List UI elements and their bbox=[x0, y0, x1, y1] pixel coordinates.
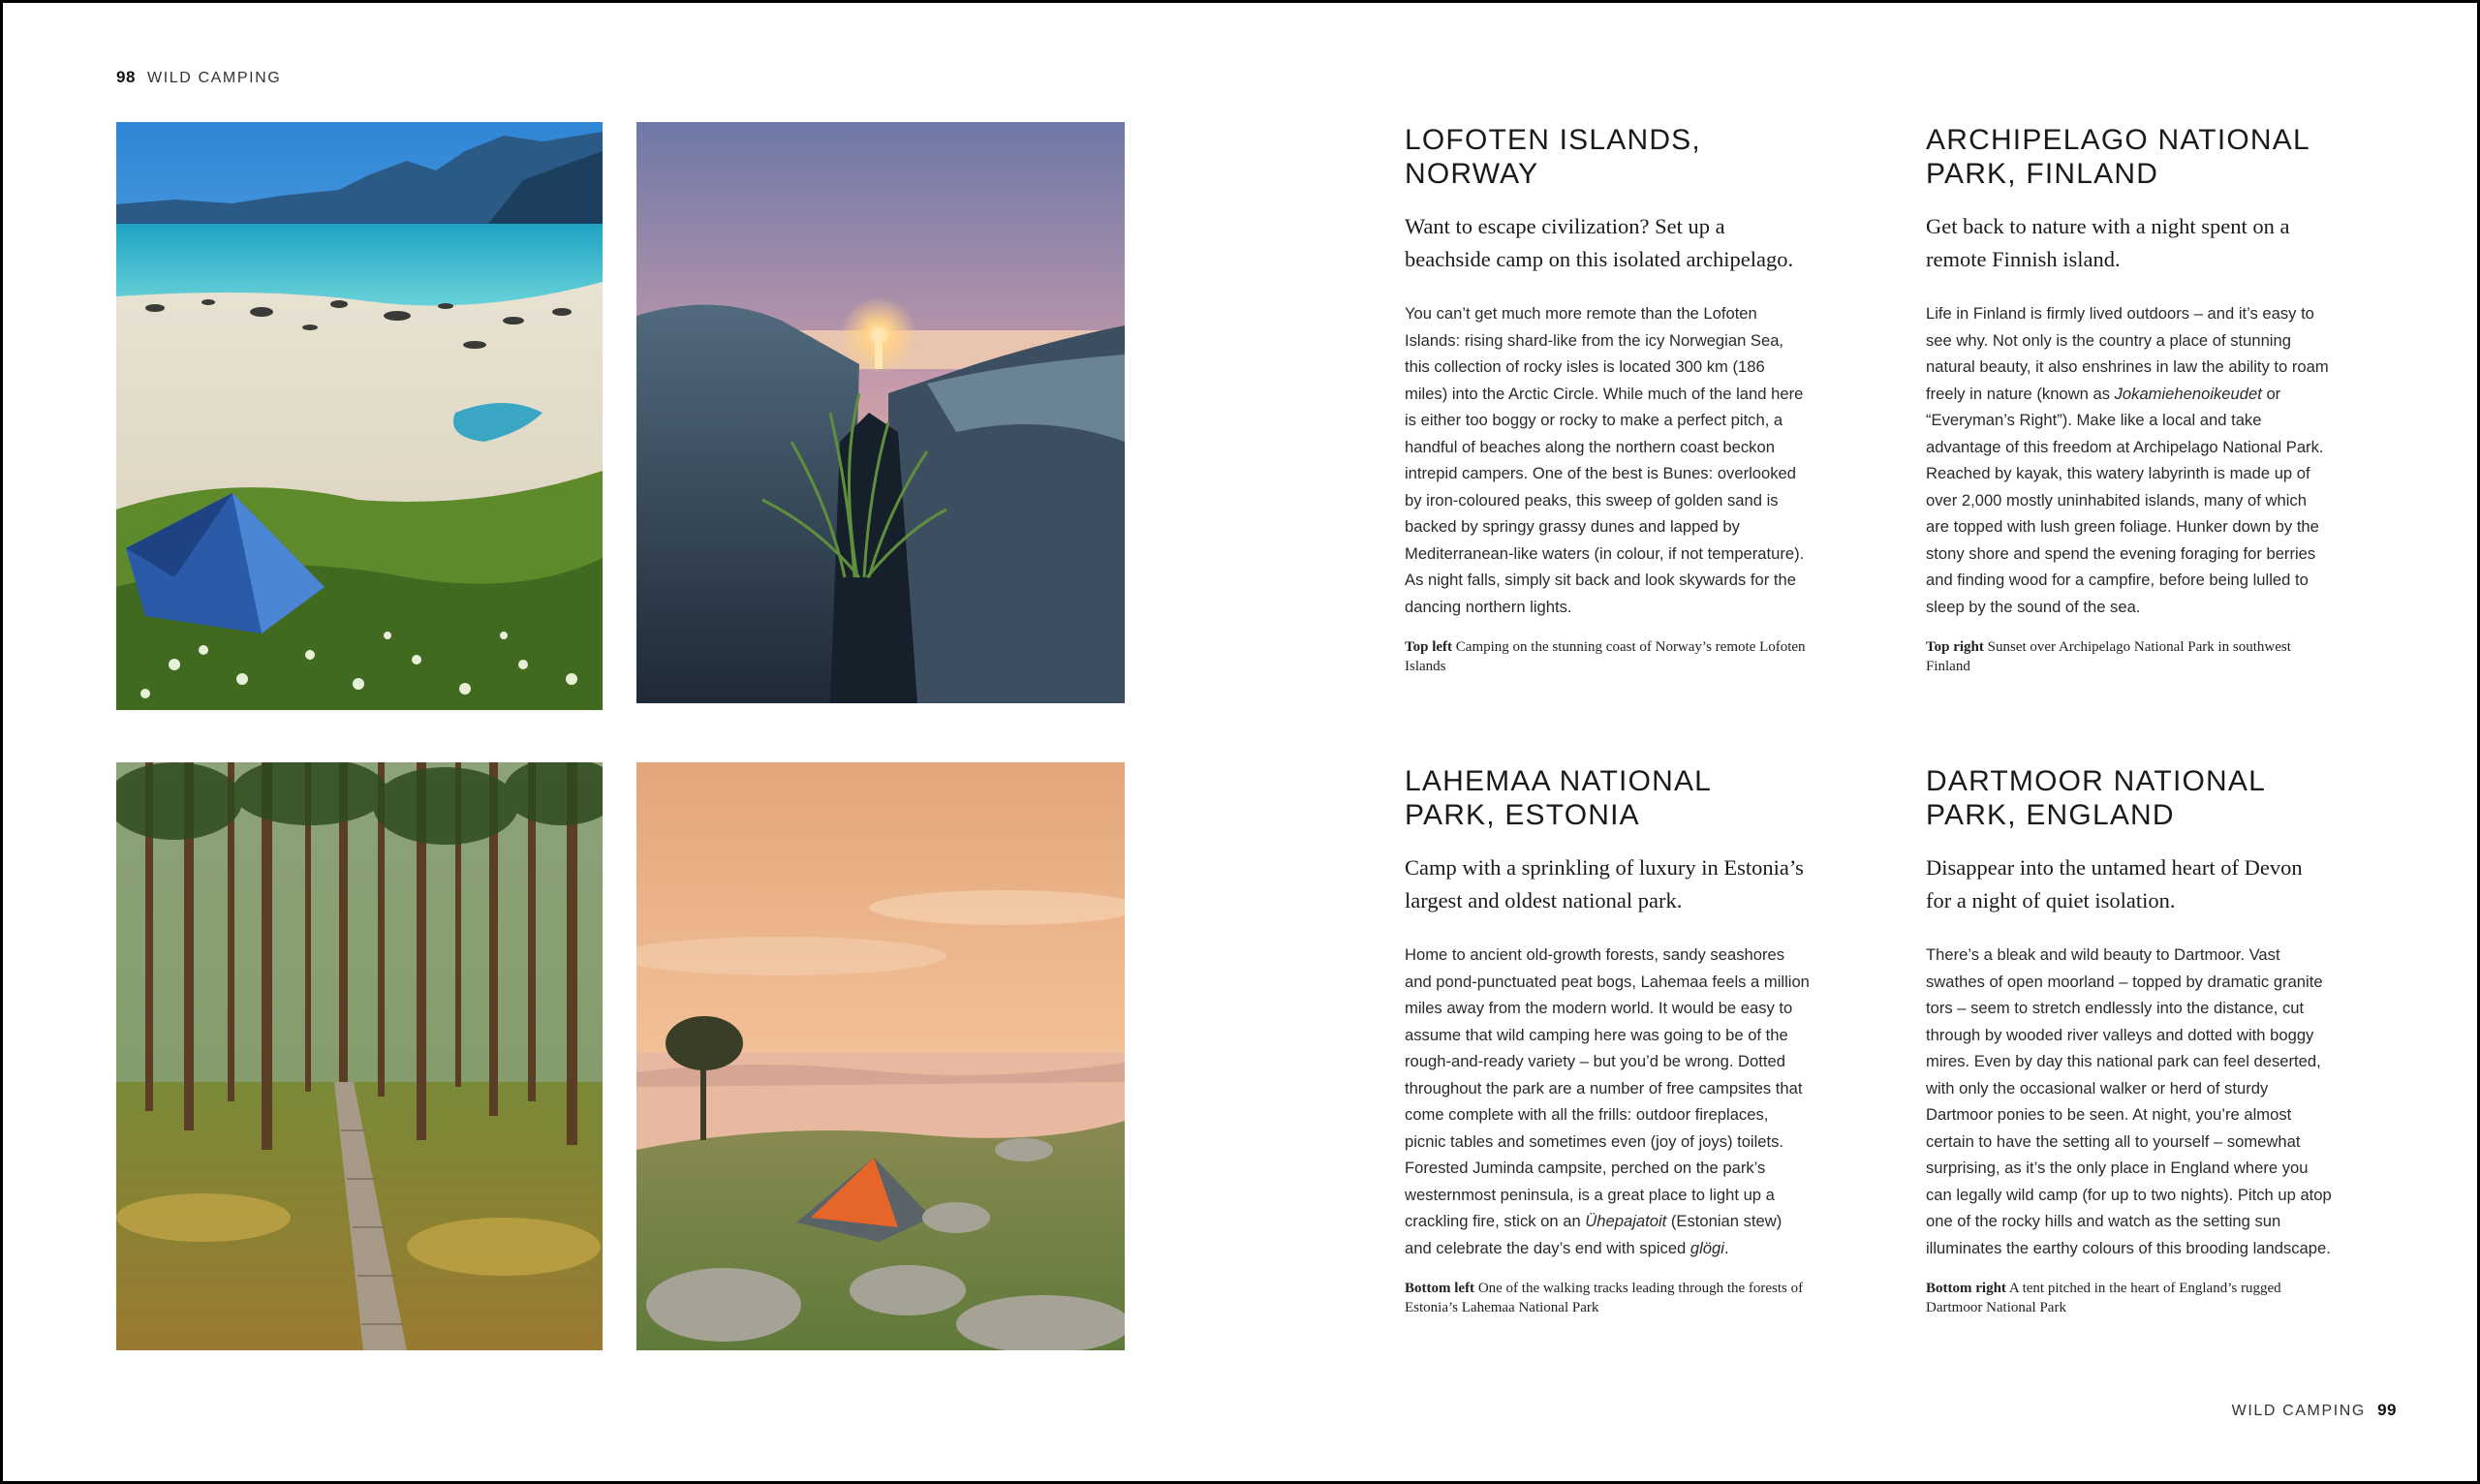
section-label-left: WILD CAMPING bbox=[147, 70, 282, 86]
article-title bbox=[1405, 123, 1812, 191]
caption-text: One of the walking tracks leading through the forests of Estonia’s Lahemaa National Park bbox=[1405, 1281, 1804, 1315]
caption-label: Top left bbox=[1405, 639, 1453, 655]
photo-lofoten-beach-tent bbox=[116, 122, 603, 710]
page-number-left: 98 bbox=[116, 68, 136, 86]
caption-text: Camping on the stunning coast of Norway’s remote Lofoten Islands bbox=[1405, 639, 1806, 674]
caption-label: Bottom left bbox=[1405, 1281, 1475, 1296]
title-line-2: PARK, FINLAND bbox=[1926, 158, 2159, 190]
body-text: (Estonian stew) and celebrate the day’s end with spiced bbox=[1405, 1212, 1782, 1257]
caption-label: Bottom right bbox=[1926, 1281, 2006, 1296]
section-label-right: WILD CAMPING bbox=[2231, 1403, 2366, 1419]
book-spread bbox=[3, 3, 2477, 1481]
article-body: You can’t get much more remote than the Lofoten Islands: rising shard-like from the icy Norwegian Sea, this collection of rocky isles is located 300 km (186 miles) into the Arctic Circle. While much of the land here is either too boggy or rocky to make a perfect pitch, a handful of beaches along the northern coast beckon intrepid campers. One of the best is Bunes: overlooked by iron-coloured peaks, this sweep of golden sand is backed by springy grassy dunes and lapped by Mediterranean-like waters (in colour, if not temperature). As night falls, simply sit back and look skywards for the dancing northern lights. bbox=[1405, 304, 1805, 616]
photo-caption bbox=[1926, 637, 2333, 676]
body-italic: glögi bbox=[1690, 1238, 1724, 1257]
photo-archipelago-sunset-rocks bbox=[636, 122, 1125, 703]
photo-caption bbox=[1926, 1279, 2333, 1317]
title-line-1: LAHEMAA NATIONAL bbox=[1405, 765, 1713, 797]
article-lede: Get back to nature with a night spent on a remote Finnish island. bbox=[1926, 214, 2290, 271]
article-lahemaa bbox=[1405, 764, 1812, 1317]
article-body bbox=[1926, 300, 2333, 620]
page-number-right: 99 bbox=[2377, 1401, 2397, 1419]
article-lede: Disappear into the untamed heart of Devon for a night of quiet isolation. bbox=[1926, 855, 2303, 912]
photo-lahemaa-forest-boardwalk bbox=[116, 762, 603, 1350]
photo-caption bbox=[1405, 637, 1812, 676]
article-archipelago bbox=[1926, 123, 2333, 676]
photo-caption bbox=[1405, 1279, 1812, 1317]
body-text: . bbox=[1723, 1238, 1729, 1257]
caption-text: Sunset over Archipelago National Park in southwest Finland bbox=[1926, 639, 2291, 674]
folio-left bbox=[116, 68, 281, 87]
folio-right bbox=[2232, 1401, 2397, 1420]
title-line-1: DARTMOOR NATIONAL bbox=[1926, 765, 2266, 797]
title-line-1: ARCHIPELAGO NATIONAL bbox=[1926, 124, 2310, 156]
body-text: or “Everyman’s Right”). Make like a local and take advantage of this freedom at Archipelago National Park. Reached by kayak, this watery labyrinth is made up of over 2,000 mostly uninhabited islands, many of which are topped with lush green foliage. Hunker down by the stony shore and spend the evening foraging for berries and finding wood for a campfire, before being lulled to sleep by the sound of the sea. bbox=[1926, 384, 2324, 616]
body-italic: Ühepajatoit bbox=[1585, 1212, 1667, 1230]
article-lede: Camp with a sprinkling of luxury in Estonia’s largest and oldest national park. bbox=[1405, 855, 1804, 912]
article-lofoten bbox=[1405, 123, 1812, 676]
article-title bbox=[1926, 123, 2333, 191]
caption-text: A tent pitched in the heart of England’s rugged Dartmoor National Park bbox=[1926, 1281, 2281, 1315]
photo-dartmoor-tent-mist bbox=[636, 762, 1125, 1350]
article-title bbox=[1926, 764, 2333, 832]
article-body bbox=[1405, 942, 1812, 1261]
title-line-2: NORWAY bbox=[1405, 158, 1539, 190]
body-text: Home to ancient old-growth forests, sandy seashores and pond-punctuated peat bogs, Lahemaa feels a million miles away from the modern world. It would be easy to assume that wild camping here was going to be of the rough-and-ready variety – but you’d be wrong. Dotted throughout the park are a number of free campsites that come complete with all the frills: outdoor fireplaces, picnic tables and sometimes even (joy of joys) toilets. Forested Juminda campsite, perched on the park’s westernmost peninsula, is a great place to light up a crackling fire, stick on an bbox=[1405, 945, 1810, 1230]
title-line-1: LOFOTEN ISLANDS, bbox=[1405, 124, 1701, 156]
article-dartmoor bbox=[1926, 764, 2333, 1317]
title-line-2: PARK, ENGLAND bbox=[1926, 799, 2175, 831]
caption-label: Top right bbox=[1926, 639, 1984, 655]
article-title bbox=[1405, 764, 1812, 832]
body-text: Life in Finland is firmly lived outdoors – and it’s easy to see why. Not only is the country a place of stunning natural beauty, it also enshrines in law the ability to roam freely in nature (known as bbox=[1926, 304, 2329, 403]
body-italic: Jokamiehenoikeudet bbox=[2114, 384, 2262, 403]
title-line-2: PARK, ESTONIA bbox=[1405, 799, 1640, 831]
article-body: There’s a bleak and wild beauty to Dartmoor. Vast swathes of open moorland – topped by dramatic granite tors – seem to stretch endlessly into the distance, cut through by wooded river valleys and dotted with boggy mires. Even by day this national park can feel deserted, with only the occasional walker or herd of sturdy Dartmoor ponies to be seen. At night, you’re almost certain to have the setting all to yourself – somewhat surprising, as it’s the only place in England where you can legally wild camp (for up to two nights). Pitch up atop one of the rocky hills and watch as the setting sun illuminates the earthy colours of this brooding landscape. bbox=[1926, 945, 2332, 1257]
article-lede: Want to escape civilization? Set up a beachside camp on this isolated archipelago. bbox=[1405, 214, 1794, 271]
